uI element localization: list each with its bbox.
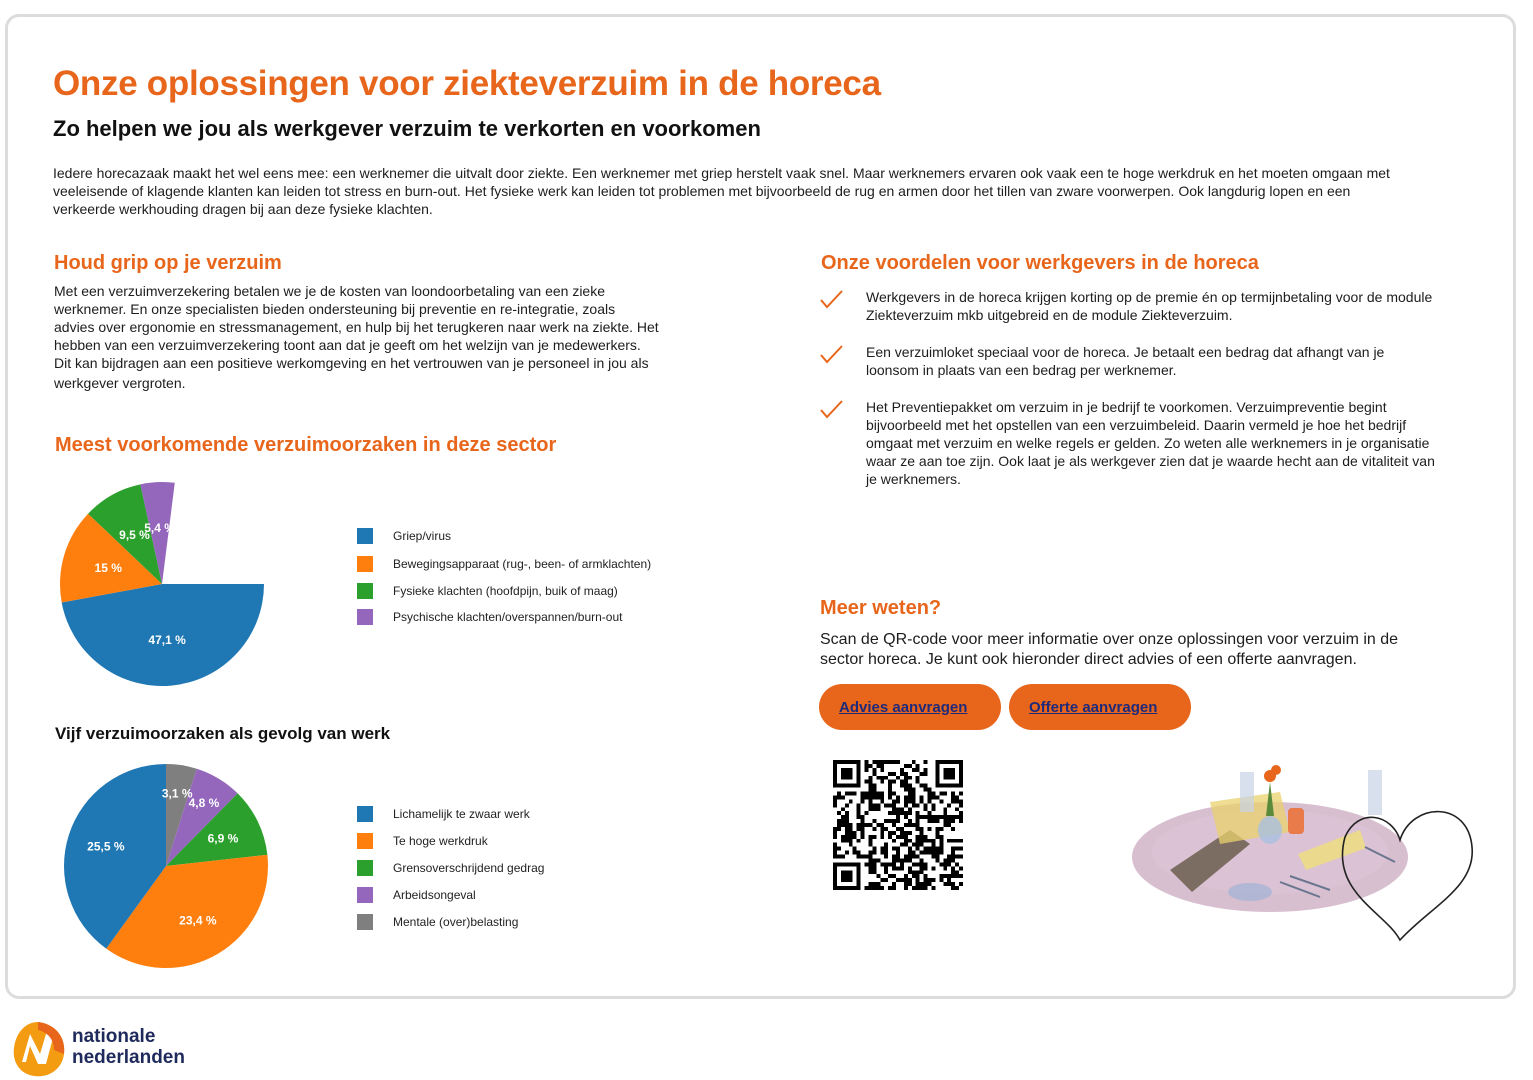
grip-text: [54, 282, 734, 392]
legend-label: Fysieke klachten (hoofdpijn, buik of maag): [393, 584, 618, 598]
logo-wordmark: [72, 1026, 185, 1068]
legend-label: Lichamelijk te zwaar werk: [393, 807, 530, 821]
page-subtitle: Zo helpen we jou als werkgever verzuim te verkorten en voorkomen: [53, 116, 761, 141]
pie-data-label: 3,1 %: [161, 786, 193, 801]
legend-label: Arbeidsongeval: [393, 888, 476, 902]
legend-label: Psychische klachten/overspannen/burn-out: [393, 610, 623, 624]
checkmark-icon: [820, 343, 844, 367]
meer-text: Scan de QR-code voor meer informatie over onze oplossingen voor verzuim in de sector horeca. Je kunt ook hieronder direct advies of een offerte aanvragen.: [820, 631, 1399, 668]
voordeel-text: Het Preventiepakket om verzuim in je bedrijf te voorkomen. Verzuimpreventie begint bijvoorbeeld met het opstellen van een verzuimbeleid. Daarin vermeld je hoe het bedrijf omgaat met verzuim en welke regels er gelden. Zo weten alle werknemers in je organisatie waar ze aan toe zijn. Ook laat je als werkgever zien dat je waarde hecht aan de vitaliteit van je werknemers.: [866, 399, 1435, 487]
voordelen-heading: Onze voordelen voor werkgevers in de horeca: [821, 252, 1259, 274]
grip-line: werknemer. En onze specialisten bieden ondersteuning bij preventie en re-integratie, zoals: [54, 301, 616, 317]
qr-code[interactable]: [832, 760, 964, 890]
checkmark-icon: [820, 398, 844, 422]
legend-swatch: [357, 609, 373, 625]
pie-data-label: 25,5 %: [87, 839, 125, 854]
legend-label: Griep/virus: [393, 529, 452, 543]
voordeel-text: Werkgevers in de horeca krijgen korting op de premie én op termijnbetaling voor de module Ziekteverzuim mkb uitgebreid en de module Ziekteverzuim.: [866, 289, 1433, 323]
advies-button[interactable]: Advies aanvragen: [819, 684, 1001, 730]
meer-heading: Meer weten?: [820, 597, 942, 619]
legend-swatch: [357, 528, 373, 544]
pie-chart-work-causes: [50, 752, 290, 982]
pie-data-label: 9,5 %: [119, 528, 150, 543]
chart1-title: Meest voorkomende verzuimoorzaken in deze sector: [55, 434, 557, 456]
chart2-title: Vijf verzuimoorzaken als gevolg van werk: [55, 724, 391, 743]
table-setting-illustration: [1130, 752, 1480, 947]
legend-label: Te hoge werkdruk: [393, 834, 488, 848]
nn-logo-icon: [10, 1020, 66, 1078]
page-title: Onze oplossingen voor ziekteverzuim in de horeca: [53, 64, 881, 103]
legend-swatch: [357, 833, 373, 849]
logo-line-1: nationale: [72, 1026, 156, 1047]
grip-line: advies over ergonomie en stressmanagement, en hulp bij het terugkeren naar werk na ziekte. Het: [54, 319, 659, 335]
legend-swatch: [357, 860, 373, 876]
legend-swatch: [357, 583, 373, 599]
legend-label: Mentale (over)belasting: [393, 915, 519, 929]
legend-swatch: [357, 556, 373, 572]
grip-line: werkgever vergroten.: [54, 375, 186, 391]
logo-line-2: nederlanden: [72, 1047, 185, 1068]
pie-data-label: 23,4 %: [179, 913, 217, 928]
grip-line: Dit kan bijdragen aan een positieve werkomgeving en het vertrouwen van je personeel in jou als: [54, 355, 649, 371]
checkmark-icon: [820, 288, 844, 312]
legend-swatch: [357, 887, 373, 903]
legend-label: Grensoverschrijdend gedrag: [393, 861, 545, 875]
pie-data-label: 5,4 %: [144, 520, 175, 535]
grip-line: hebben van een verzuimverzekering toont aan dat je geeft om het welzijn van je medewerkers.: [54, 337, 641, 353]
legend-swatch: [357, 806, 373, 822]
pie-data-label: 6,9 %: [207, 831, 239, 846]
pie-data-label: 4,8 %: [188, 796, 220, 811]
pie-data-label: 15 %: [94, 561, 122, 576]
offerte-button[interactable]: Offerte aanvragen: [1009, 684, 1191, 730]
grip-heading: Houd grip op je verzuim: [54, 252, 282, 274]
voordeel-text: Een verzuimloket speciaal voor de horeca. Je betaalt een bedrag dat afhangt van je loonsom in plaats van een bedrag per werknemer.: [866, 344, 1385, 378]
pie-data-label: 47,1 %: [148, 632, 186, 647]
legend-swatch: [357, 914, 373, 930]
legend-label: Bewegingsapparaat (rug-, been- of armklachten): [393, 557, 652, 571]
intro-text: Iedere horecazaak maakt het wel eens mee: een werknemer die uitvalt door ziekte. Een werknemer met griep herstelt vaak snel. Maar werknemers ervaren ook vaak een te hoge werkdruk en het moeten omgaan met veeleisende of klagende klanten kan leiden tot stress en burn-out. Het fysieke werk kan leiden tot problemen met bijvoorbeeld de rug en armen door het tillen van zware voorwerpen. Ook langdurig lopen en een verkeerde werkhouding dragen bij aan deze fysieke klachten.: [53, 165, 1390, 217]
pie-chart-causes: [40, 470, 290, 700]
grip-line: Met een verzuimverzekering betalen we je de kosten van loondoorbetaling van een zieke: [54, 283, 606, 299]
